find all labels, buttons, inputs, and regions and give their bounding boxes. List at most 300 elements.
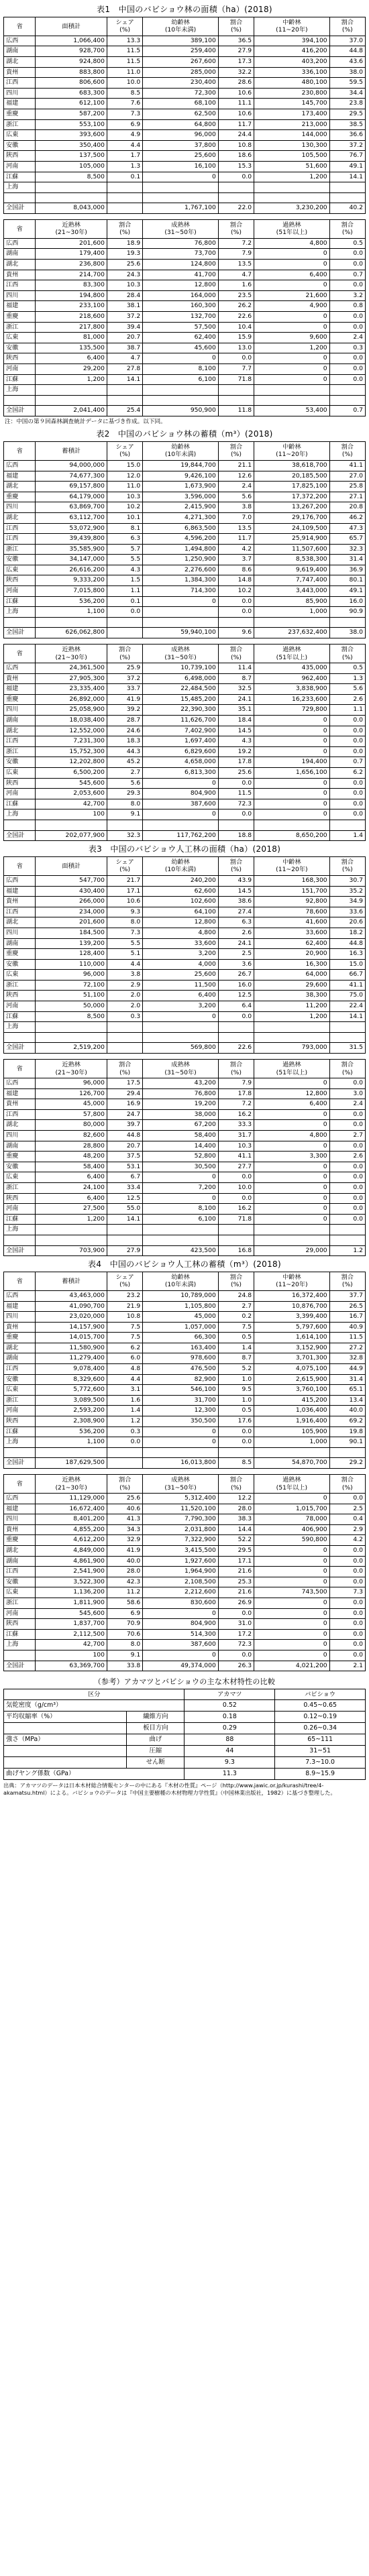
table-row bbox=[4, 736, 366, 747]
value-cell: 1.4 bbox=[218, 1343, 254, 1353]
value-cell: 22,390,300 bbox=[143, 705, 219, 716]
table-row bbox=[4, 1374, 366, 1385]
value-cell: 184,500 bbox=[36, 928, 107, 938]
value-cell: 1.1 bbox=[329, 705, 365, 716]
table-row bbox=[4, 1650, 366, 1661]
value-cell: 20,900 bbox=[254, 949, 330, 960]
value-cell: 0.3 bbox=[107, 1426, 142, 1437]
province-cell: 浙江 bbox=[4, 544, 36, 555]
table-row bbox=[4, 1364, 366, 1375]
value-cell: 41.1 bbox=[218, 1152, 254, 1162]
value-cell: 4,075,100 bbox=[254, 1364, 330, 1375]
column-header: 中齢林 (11~20年) bbox=[254, 856, 330, 875]
value-cell: 11.7 bbox=[218, 119, 254, 130]
value-cell: 553,100 bbox=[36, 119, 107, 130]
value-cell bbox=[143, 820, 219, 830]
value-cell: 27.8 bbox=[107, 364, 142, 375]
province-cell: 河南 bbox=[4, 364, 36, 375]
value-cell: 2,593,200 bbox=[36, 1406, 107, 1416]
column-header: 省 bbox=[4, 856, 36, 875]
value-cell: 132,700 bbox=[143, 312, 219, 323]
value-cell: 110,000 bbox=[36, 959, 107, 970]
province-cell bbox=[4, 1235, 36, 1245]
value-cell: 0.0 bbox=[329, 1182, 365, 1193]
value-cell: 44.9 bbox=[329, 1364, 365, 1375]
value-cell: 0 bbox=[143, 1011, 219, 1022]
value-cell: 213,000 bbox=[254, 119, 330, 130]
value-cell: 480,100 bbox=[254, 78, 330, 89]
province-cell: 広東 bbox=[4, 767, 36, 778]
property-label bbox=[4, 1757, 127, 1769]
value-cell: 0.0 bbox=[329, 778, 365, 789]
value-cell: 12.0 bbox=[107, 471, 142, 482]
column-header: 省 bbox=[4, 17, 36, 36]
table-row bbox=[4, 726, 366, 736]
table-row bbox=[4, 1629, 366, 1640]
province-cell: 河南 bbox=[4, 1204, 36, 1215]
value-cell: 50,000 bbox=[36, 1001, 107, 1012]
value-cell: 3.1 bbox=[107, 1385, 142, 1396]
province-cell: 広東 bbox=[4, 1587, 36, 1598]
value-cell: 729,800 bbox=[254, 705, 330, 716]
province-cell: 上海 bbox=[4, 607, 36, 618]
table-row bbox=[4, 1577, 366, 1587]
value-cell: 8.0 bbox=[107, 917, 142, 928]
province-cell: 広東 bbox=[4, 970, 36, 981]
province-cell: 上海 bbox=[4, 1225, 36, 1235]
province-cell bbox=[4, 192, 36, 203]
value-cell: 0 bbox=[254, 799, 330, 809]
value-cell: 68,100 bbox=[143, 99, 219, 109]
value-cell: 92,800 bbox=[254, 897, 330, 907]
province-cell: 湖南 bbox=[4, 1556, 36, 1567]
table-row bbox=[4, 1022, 366, 1033]
value-cell: 10.0 bbox=[107, 78, 142, 89]
column-header: 省 bbox=[4, 1475, 36, 1494]
value-cell: 1.5 bbox=[107, 575, 142, 586]
value-cell: 0 bbox=[254, 809, 330, 820]
province-cell: 河南 bbox=[4, 1406, 36, 1416]
value-cell: 11.0 bbox=[107, 67, 142, 78]
value-cell: 0.0 bbox=[329, 1109, 365, 1120]
value-cell: 23,020,000 bbox=[36, 1312, 107, 1323]
table-row bbox=[4, 565, 366, 575]
value-cell: 62,400 bbox=[143, 333, 219, 343]
value-cell: 16,372,400 bbox=[254, 1290, 330, 1301]
table-row bbox=[4, 1406, 366, 1416]
value-cell: 201,600 bbox=[36, 238, 107, 249]
value-cell: 514,300 bbox=[143, 1629, 219, 1640]
table-row bbox=[4, 1494, 366, 1504]
value-cell: 30,500 bbox=[143, 1162, 219, 1172]
value-cell: 42.3 bbox=[107, 1577, 142, 1587]
table-row bbox=[4, 1416, 366, 1427]
value-cell: 145,700 bbox=[254, 99, 330, 109]
value-cell: 0 bbox=[143, 1650, 219, 1661]
value-cell: 285,000 bbox=[143, 67, 219, 78]
value-cell: 5.6 bbox=[107, 778, 142, 789]
value-cell: 6,829,600 bbox=[143, 746, 219, 757]
value-cell: 62,400 bbox=[254, 938, 330, 949]
value-cell: 9,619,400 bbox=[254, 565, 330, 575]
table-row bbox=[4, 460, 366, 471]
province-cell: 広西 bbox=[4, 875, 36, 886]
value-cell: 38.0 bbox=[329, 628, 365, 638]
value-cell: 23.5 bbox=[218, 290, 254, 301]
value-cell: 435,000 bbox=[254, 663, 330, 674]
value-cell bbox=[254, 820, 330, 830]
table-row bbox=[4, 395, 366, 406]
value-cell: 124,800 bbox=[143, 260, 219, 270]
table-row bbox=[4, 673, 366, 684]
value-cell: 25.6 bbox=[218, 767, 254, 778]
value-cell: 0.0 bbox=[329, 353, 365, 364]
province-cell: 江西 bbox=[4, 1109, 36, 1120]
value-cell: 33,600 bbox=[143, 938, 219, 949]
value-cell bbox=[143, 607, 219, 618]
value-cell: 54,870,700 bbox=[254, 1458, 330, 1469]
value-cell: 612,100 bbox=[36, 99, 107, 109]
column-header: 中齢林 (11~20年) bbox=[254, 17, 330, 36]
value-cell: 11.5 bbox=[329, 1333, 365, 1343]
value-cell: 8,100 bbox=[143, 1204, 219, 1215]
value-cell bbox=[254, 1447, 330, 1458]
province-cell: 広西 bbox=[4, 1290, 36, 1301]
value-cell: 0 bbox=[143, 172, 219, 182]
value-cell: 70.6 bbox=[107, 1629, 142, 1640]
value-cell: 5,797,600 bbox=[254, 1322, 330, 1333]
column-header: 割合 (%) bbox=[329, 645, 365, 663]
province-cell: 全国計 bbox=[4, 830, 36, 841]
table-row bbox=[4, 140, 366, 151]
column-header: 過熟林 (51年以上) bbox=[254, 1475, 330, 1494]
value-cell: 64,179,000 bbox=[36, 492, 107, 502]
value-cell: 8.5 bbox=[107, 88, 142, 99]
value-cell: 8,329,600 bbox=[36, 1374, 107, 1385]
province-cell: 広西 bbox=[4, 1078, 36, 1089]
value-cell: 0.0 bbox=[329, 1567, 365, 1577]
value-cell: 23,335,400 bbox=[36, 684, 107, 695]
table-row bbox=[4, 374, 366, 385]
value-cell: 0.29 bbox=[184, 1723, 275, 1734]
value-cell: 80.1 bbox=[329, 575, 365, 586]
value-cell: 6.7 bbox=[107, 1172, 142, 1183]
province-cell: 浙江 bbox=[4, 746, 36, 757]
value-cell: 25,058,900 bbox=[36, 705, 107, 716]
value-cell: 20,185,500 bbox=[254, 471, 330, 482]
value-cell: 0 bbox=[143, 1608, 219, 1619]
province-cell: 湖南 bbox=[4, 1141, 36, 1152]
column-header: 省 bbox=[4, 441, 36, 460]
province-cell: 安徽 bbox=[4, 555, 36, 565]
table-row bbox=[4, 1746, 366, 1757]
value-cell: 179,400 bbox=[36, 249, 107, 260]
value-cell bbox=[36, 1235, 107, 1245]
table-row bbox=[4, 492, 366, 502]
value-cell: 3.2 bbox=[329, 290, 365, 301]
value-cell: 6,400 bbox=[254, 1099, 330, 1110]
province-cell: 江蘇 bbox=[4, 1426, 36, 1437]
value-cell: 0.0 bbox=[329, 1608, 365, 1619]
value-cell: 53.1 bbox=[107, 1162, 142, 1172]
value-cell: 16.3 bbox=[329, 949, 365, 960]
column-header: 割合 (%) bbox=[218, 856, 254, 875]
value-cell: 35,585,900 bbox=[36, 544, 107, 555]
value-cell: 14.5 bbox=[218, 886, 254, 897]
value-cell: 6,863,500 bbox=[143, 523, 219, 534]
value-cell: 164,000 bbox=[143, 290, 219, 301]
table-row bbox=[4, 1426, 366, 1437]
value-cell: 0 bbox=[254, 1193, 330, 1204]
value-cell: 3.8 bbox=[107, 970, 142, 981]
value-cell: 15.0 bbox=[107, 460, 142, 471]
province-cell: 湖南 bbox=[4, 716, 36, 726]
value-cell: 10.6 bbox=[218, 109, 254, 119]
table-row bbox=[4, 555, 366, 565]
value-cell bbox=[107, 820, 142, 830]
province-cell: 江蘇 bbox=[4, 596, 36, 607]
value-cell: 336,100 bbox=[254, 67, 330, 78]
value-cell: 1,136,200 bbox=[36, 1587, 107, 1598]
value-cell: 0.52 bbox=[184, 1700, 275, 1712]
value-cell: 8,401,200 bbox=[36, 1514, 107, 1525]
value-cell: 17.8 bbox=[218, 757, 254, 768]
value-cell: 33,600 bbox=[254, 928, 330, 938]
column-header: 面積計 bbox=[36, 856, 107, 875]
value-cell: 0.0 bbox=[329, 1172, 365, 1183]
value-cell: 0.0 bbox=[329, 1193, 365, 1204]
province-cell: 重慶 bbox=[4, 1333, 36, 1343]
value-cell: 0.0 bbox=[329, 374, 365, 385]
province-cell: 江西 bbox=[4, 534, 36, 545]
table-row bbox=[4, 322, 366, 333]
value-cell: 11.7 bbox=[218, 534, 254, 545]
value-cell: 1,200 bbox=[36, 1214, 107, 1225]
value-cell: 2,041,400 bbox=[36, 406, 107, 416]
table-row bbox=[4, 617, 366, 628]
value-cell: 17.1 bbox=[218, 1556, 254, 1567]
province-cell: 四川 bbox=[4, 705, 36, 716]
value-cell: 978,600 bbox=[143, 1353, 219, 1364]
value-cell: 38,618,700 bbox=[254, 460, 330, 471]
value-cell: 26.3 bbox=[218, 1661, 254, 1671]
value-cell: 7,015,800 bbox=[36, 586, 107, 597]
value-cell: 20.8 bbox=[329, 502, 365, 513]
value-cell: 0.0 bbox=[329, 1640, 365, 1650]
property-label: 強さ（MPa） bbox=[4, 1734, 127, 1746]
value-cell: 0.0 bbox=[329, 789, 365, 799]
value-cell: 43,463,000 bbox=[36, 1290, 107, 1301]
value-cell: 12.2 bbox=[218, 1494, 254, 1504]
value-cell: 39.2 bbox=[107, 705, 142, 716]
value-cell: 9.1 bbox=[107, 809, 142, 820]
column-header: 割合 (%) bbox=[218, 441, 254, 460]
value-cell: 18.6 bbox=[218, 151, 254, 162]
value-cell: 5,312,400 bbox=[143, 1494, 219, 1504]
table-row bbox=[4, 88, 366, 99]
value-cell: 6,498,000 bbox=[143, 673, 219, 684]
value-cell: 72.3 bbox=[218, 799, 254, 809]
value-cell: 3,415,500 bbox=[143, 1545, 219, 1556]
value-cell: 11.5 bbox=[218, 789, 254, 799]
value-cell: 626,062,800 bbox=[36, 628, 107, 638]
value-cell: 29,000 bbox=[254, 1245, 330, 1256]
value-cell: 66.7 bbox=[329, 970, 365, 981]
value-cell: 34.9 bbox=[329, 897, 365, 907]
value-cell: 0 bbox=[143, 1437, 219, 1448]
table-row bbox=[4, 1619, 366, 1630]
value-cell: 137,500 bbox=[36, 151, 107, 162]
value-cell: 237,632,400 bbox=[254, 628, 330, 638]
value-cell: 4,849,000 bbox=[36, 1545, 107, 1556]
value-cell: 9.3 bbox=[107, 907, 142, 917]
value-cell: 7.0 bbox=[218, 512, 254, 523]
value-cell: 10.8 bbox=[107, 1312, 142, 1323]
value-cell: 0.7 bbox=[329, 406, 365, 416]
value-cell: 64,800 bbox=[143, 119, 219, 130]
value-cell: 804,900 bbox=[143, 1619, 219, 1630]
value-cell: 14.1 bbox=[107, 1214, 142, 1225]
province-cell: 江蘇 bbox=[4, 374, 36, 385]
value-cell: 41.9 bbox=[107, 694, 142, 705]
value-cell: 0 bbox=[254, 1078, 330, 1089]
value-cell: 1.0 bbox=[218, 1374, 254, 1385]
value-cell: 202,077,900 bbox=[36, 830, 107, 841]
column-header: 蓄積計 bbox=[36, 1272, 107, 1290]
value-cell: 1,916,400 bbox=[254, 1416, 330, 1427]
province-cell: 安徽 bbox=[4, 1162, 36, 1172]
value-cell: 3.7 bbox=[218, 555, 254, 565]
value-cell: 1,697,400 bbox=[143, 736, 219, 747]
value-cell: 8,100 bbox=[143, 364, 219, 375]
province-cell: 河南 bbox=[4, 1608, 36, 1619]
province-cell: 安徽 bbox=[4, 757, 36, 768]
value-cell bbox=[107, 628, 142, 638]
table-row bbox=[4, 991, 366, 1001]
table-row bbox=[4, 56, 366, 67]
value-cell: 2.6 bbox=[329, 694, 365, 705]
value-cell: 7.5 bbox=[107, 1333, 142, 1343]
value-cell: 51,100 bbox=[36, 991, 107, 1001]
table-row bbox=[4, 1120, 366, 1131]
value-cell: 1,384,300 bbox=[143, 575, 219, 586]
value-cell: 0 bbox=[254, 1640, 330, 1650]
value-cell: 0 bbox=[254, 1141, 330, 1152]
value-cell bbox=[218, 385, 254, 396]
column-header: 割合 (%) bbox=[218, 17, 254, 36]
column-header: 割合 (%) bbox=[218, 645, 254, 663]
value-cell: 16.2 bbox=[218, 1109, 254, 1120]
value-cell: 44.8 bbox=[107, 1131, 142, 1141]
value-cell bbox=[107, 617, 142, 628]
value-cell bbox=[107, 1458, 142, 1469]
table-header-row bbox=[4, 219, 366, 238]
value-cell: 10.3 bbox=[107, 280, 142, 291]
value-cell: 43.9 bbox=[218, 875, 254, 886]
value-cell: 8.1 bbox=[107, 523, 142, 534]
province-cell: 福建 bbox=[4, 301, 36, 312]
value-cell: 57,500 bbox=[143, 322, 219, 333]
value-cell: 25,600 bbox=[143, 970, 219, 981]
value-cell: 1,250,900 bbox=[143, 555, 219, 565]
value-cell bbox=[143, 1235, 219, 1245]
value-cell: 76,800 bbox=[143, 238, 219, 249]
province-cell: 広西 bbox=[4, 36, 36, 46]
province-cell: 河南 bbox=[4, 161, 36, 172]
value-cell: 230,800 bbox=[254, 88, 330, 99]
value-cell bbox=[254, 1032, 330, 1043]
value-cell: 29.5 bbox=[329, 109, 365, 119]
value-cell: 4.4 bbox=[107, 140, 142, 151]
value-cell: 22.6 bbox=[218, 1043, 254, 1054]
value-cell: 1,767,100 bbox=[143, 203, 219, 214]
value-cell: 58,400 bbox=[143, 1131, 219, 1141]
value-cell: 24.1 bbox=[218, 938, 254, 949]
value-cell: 11.0 bbox=[107, 482, 142, 492]
value-cell: 267,600 bbox=[143, 56, 219, 67]
column-header: 成熟林 (31~50年) bbox=[143, 645, 219, 663]
province-cell: 江蘇 bbox=[4, 172, 36, 182]
value-cell: 36.9 bbox=[329, 565, 365, 575]
province-cell: 四川 bbox=[4, 502, 36, 513]
province-cell: 陝西 bbox=[4, 151, 36, 162]
value-cell: 2.7 bbox=[329, 1131, 365, 1141]
value-cell: 24.4 bbox=[218, 130, 254, 141]
value-cell: 81,000 bbox=[36, 333, 107, 343]
value-cell: 0 bbox=[254, 1650, 330, 1661]
value-cell: 12,800 bbox=[143, 280, 219, 291]
value-cell: 3,596,000 bbox=[143, 492, 219, 502]
table-row bbox=[4, 1301, 366, 1312]
column-header: 割合 (%) bbox=[107, 1475, 142, 1494]
column-header: 過熟林 (51年以上) bbox=[254, 645, 330, 663]
value-cell: 11.4 bbox=[218, 663, 254, 674]
value-cell: 44.8 bbox=[329, 938, 365, 949]
province-cell bbox=[4, 1032, 36, 1043]
value-cell: 0.0 bbox=[218, 1011, 254, 1022]
province-cell: 安徽 bbox=[4, 1577, 36, 1587]
value-cell bbox=[329, 1447, 365, 1458]
province-cell: 浙江 bbox=[4, 119, 36, 130]
value-cell: 25.6 bbox=[107, 260, 142, 270]
province-cell: 安徽 bbox=[4, 343, 36, 353]
value-cell bbox=[218, 192, 254, 203]
province-cell: 河南 bbox=[4, 586, 36, 597]
value-cell: 100 bbox=[36, 809, 107, 820]
value-cell: 7,200 bbox=[143, 1182, 219, 1193]
value-cell: 0 bbox=[143, 1193, 219, 1204]
value-cell: 10.4 bbox=[218, 322, 254, 333]
province-cell bbox=[4, 617, 36, 628]
province-cell: 全国計 bbox=[4, 1458, 36, 1469]
value-cell: 63,112,700 bbox=[36, 512, 107, 523]
value-cell: 683,300 bbox=[36, 88, 107, 99]
value-cell: 0.0 bbox=[329, 260, 365, 270]
value-cell bbox=[254, 1235, 330, 1245]
province-cell: 安徽 bbox=[4, 959, 36, 970]
value-cell: 11.3 bbox=[184, 1769, 275, 1780]
value-cell: 33.8 bbox=[107, 1661, 142, 1671]
value-cell: 24,100 bbox=[36, 1182, 107, 1193]
value-cell bbox=[36, 1225, 107, 1235]
value-cell: 0.0 bbox=[329, 799, 365, 809]
property-label: 気乾密度（g/cm³） bbox=[4, 1700, 184, 1712]
value-cell: 53,072,900 bbox=[36, 523, 107, 534]
value-cell bbox=[107, 1043, 142, 1054]
value-cell: 2.6 bbox=[329, 1152, 365, 1162]
value-cell: 25.9 bbox=[107, 663, 142, 674]
province-cell: 広東 bbox=[4, 1172, 36, 1183]
